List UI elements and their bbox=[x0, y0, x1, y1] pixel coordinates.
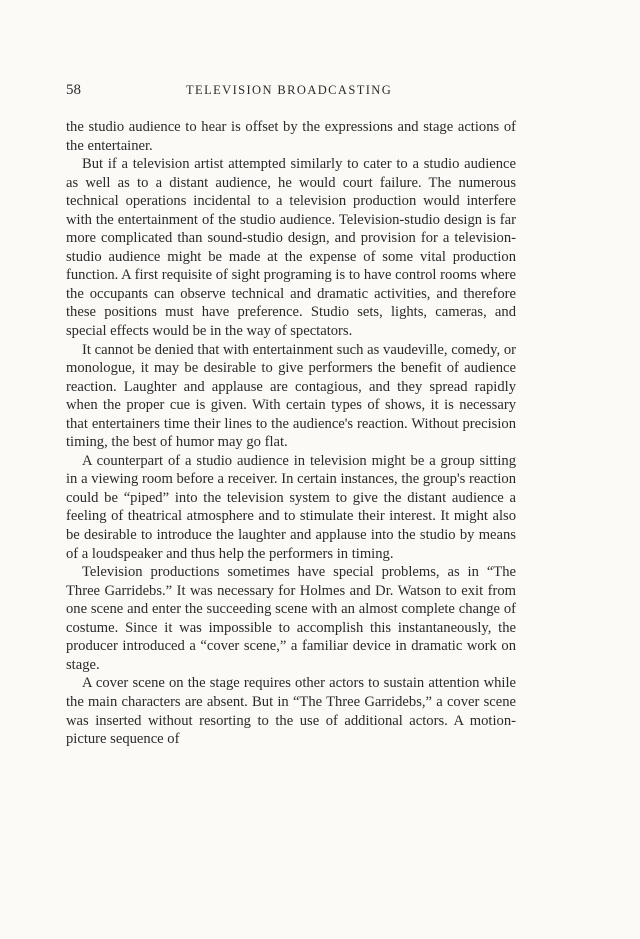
paragraph: It cannot be denied that with entertainment such as vaudeville, comedy, or monologue, it may be desirable to give performers the benefit of audience reaction. Laughter and applause are contagious, and they spread rapidly when the proper cue is given. With certain types of shows, it is necessary that entertainers time their lines to the audience's reaction. Without precision timing, the best of humor may go flat. bbox=[66, 341, 516, 451]
paragraph: Television productions sometimes have special problems, as in “The Three Garridebs.” It was necessary for Holmes and Dr. Watson to exit from one scene and enter the succeeding scene with an almost complete change of costume. Since it was impossible to accomplish this instantaneously, the producer introduced a “cover scene,” a familiar device in dramatic work on stage. bbox=[66, 564, 516, 673]
running-head: TELEVISION BROADCASTING bbox=[186, 83, 393, 97]
paragraph: But if a television artist attempted similarly to cater to a studio audience as well as to a distant audience, he would court failure. The numerous technical operations incidental to a television production would interfere with the entertainment of the studio audience. Television-studio design is far more complicated than sound-studio design, and provision for a television-studio audience might be made at the expense of some vital production function. A first requisite of sight programing is to have control rooms where the occupants can observe technical and dramatic activities, and therefore these positions must have preference. Studio sets, lights, cameras, and special effects would be in the way of spectators. bbox=[66, 156, 516, 340]
paragraph-continued: the studio audience to hear is offset by the expressions and stage actions of the entertainer. bbox=[66, 119, 516, 154]
page-number: 58 bbox=[66, 82, 81, 98]
page-header bbox=[66, 82, 516, 99]
body-text bbox=[66, 118, 516, 749]
paragraph: A cover scene on the stage requires other actors to sustain attention while the main characters are absent. But in “The Three Garridebs,” a cover scene was inserted without resorting to the use of additional actors. A motion-picture sequence of bbox=[66, 675, 516, 748]
paragraph: A counterpart of a studio audience in television might be a group sitting in a viewing room before a receiver. In certain instances, the group's reaction could be “piped” into the television system to give the distant audience a feeling of theatrical atmosphere and to stimulate their interest. It might also be desirable to introduce the laughter and applause into the studio by means of a loudspeaker and thus help the performers in timing. bbox=[66, 452, 516, 562]
